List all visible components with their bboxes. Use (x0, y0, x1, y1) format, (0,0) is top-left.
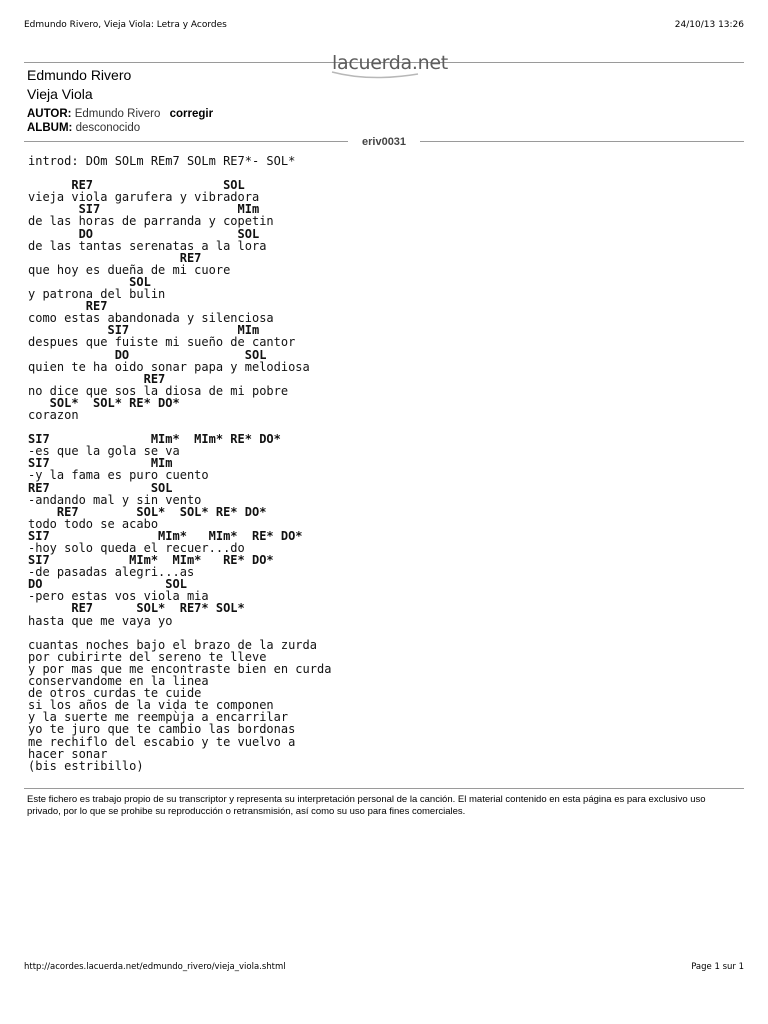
print-header (24, 20, 744, 34)
lyric-line: me rechiflo del escabio y te vuelvo a (28, 734, 296, 749)
lyric-line: -andando mal y sin vento (28, 492, 202, 507)
song-body (28, 155, 331, 772)
print-footer (24, 962, 744, 976)
chord-line[interactable]: DO SOL (28, 226, 260, 241)
edit-link[interactable]: corregir (169, 108, 214, 120)
lyric-line: y por mas que me encontraste bien en curda (28, 661, 332, 676)
lyric-line: de las horas de parranda y copetin (28, 214, 274, 229)
logo-swoosh-icon (330, 70, 420, 80)
lyric-line: por cubirirte del sereno te lleve (28, 649, 267, 664)
print-page-title: Edmundo Rivero, Vieja Viola: Letra y Acordes (24, 20, 227, 30)
lyric-line: -de pasadas alegri...as (28, 565, 195, 580)
lyric-line: y patrona del bulin (28, 287, 166, 302)
author-label: AUTOR: (27, 108, 72, 120)
lyric-line: despues que fuiste mi sueño de cantor (28, 335, 296, 350)
lyric-line: yo te juro que te cambio las bordonas (28, 722, 296, 737)
album-label: ALBUM: (27, 122, 73, 134)
lyric-line: quien te ha oido sonar papa y melodiosa (28, 359, 310, 374)
chord-line[interactable]: RE7 SOL* RE7* SOL* (28, 601, 245, 616)
print-datetime: 24/10/13 13:26 (674, 20, 744, 30)
lyric-line: no dice que sos la diosa de mi pobre (28, 383, 289, 398)
chord-line[interactable]: RE7 SOL* SOL* RE* DO* (28, 504, 267, 519)
lyric-line: hasta que me vaya yo (28, 613, 173, 628)
chord-line[interactable]: RE7 (28, 371, 166, 386)
transcriber-code: eriv0031 (348, 136, 420, 148)
lyric-line: introd: DOm SOLm REm7 SOLm RE7*- SOL* (28, 154, 296, 168)
page-number: Page 1 sur 1 (691, 962, 744, 972)
lyric-line: -y la fama es puro cuento (28, 468, 209, 483)
chord-line[interactable]: RE7 SOL (28, 480, 173, 495)
lyric-line: cuantas noches bajo el brazo de la zurda (28, 637, 317, 652)
chord-line[interactable]: SI7 MIm* MIm* RE* DO* (28, 528, 303, 543)
chord-line[interactable]: RE7 (28, 250, 202, 265)
page-url: http://acordes.lacuerda.net/edmundo_rivero/vieja_viola.shtml (24, 962, 286, 972)
lyric-line: como estas abandonada y silenciosa (28, 311, 274, 326)
lacuerda-logo[interactable]: lacuerda.net (332, 52, 448, 74)
lyric-line: vieja viola garufera y vibradora (28, 190, 260, 205)
lyric-line: corazon (28, 407, 79, 422)
album-value: desconocido (75, 122, 141, 134)
album-row (27, 122, 140, 134)
author-row (27, 108, 213, 120)
chord-line[interactable]: SOL (28, 274, 151, 289)
artist-name[interactable]: Edmundo Rivero (27, 67, 132, 83)
lyric-line: que hoy es dueña de mi cuore (28, 262, 231, 277)
chord-line[interactable]: SI7 MIm (28, 202, 260, 217)
chord-line[interactable]: SI7 MIm (28, 323, 260, 338)
lyric-line: de otros curdas te cuide (28, 686, 202, 701)
lyric-line: -hoy solo queda el recuer...do (28, 541, 245, 555)
chord-line[interactable]: RE7 (28, 299, 108, 314)
chord-line[interactable]: SI7 MIm* MIm* RE* DO* (28, 553, 274, 568)
chord-line[interactable]: DO SOL (28, 577, 187, 592)
lyric-line: todo todo se acabo (28, 516, 159, 531)
bottom-divider (24, 788, 744, 789)
lyric-line: si los años de la vida te componen (28, 698, 274, 713)
chord-line[interactable]: RE7 SOL (28, 178, 245, 193)
lyric-line: de las tantas serenatas a la lora (28, 238, 267, 253)
lyric-line: conservandome en la linea (28, 674, 209, 689)
chord-line[interactable]: DO SOL (28, 347, 267, 362)
lyric-line: hacer sonar (28, 746, 108, 761)
chord-line[interactable]: SI7 MIm* MIm* RE* DO* (28, 432, 281, 447)
lyric-line: -pero estas vos viola mia (28, 589, 209, 604)
lyric-line: (bis estribillo) (28, 758, 144, 773)
song-title: Vieja Viola (27, 86, 93, 102)
disclaimer-text: Este fichero es trabajo propio de su transcriptor y representa su interpretación personal de la canción. El material contenido en esta página es para exclusivo uso privado, por lo que se prohibe su reproducción o retransmisión, así como su uso para fines comerciales. (27, 794, 706, 817)
lyric-line: -es que la gola se va (28, 444, 180, 459)
author-value[interactable]: Edmundo Rivero (74, 108, 161, 120)
chord-line[interactable]: SI7 MIm (28, 456, 173, 471)
chord-line[interactable]: SOL* SOL* RE* DO* (28, 395, 180, 410)
lyric-line: y la suerte me reempùja a encarrilar (28, 710, 289, 725)
